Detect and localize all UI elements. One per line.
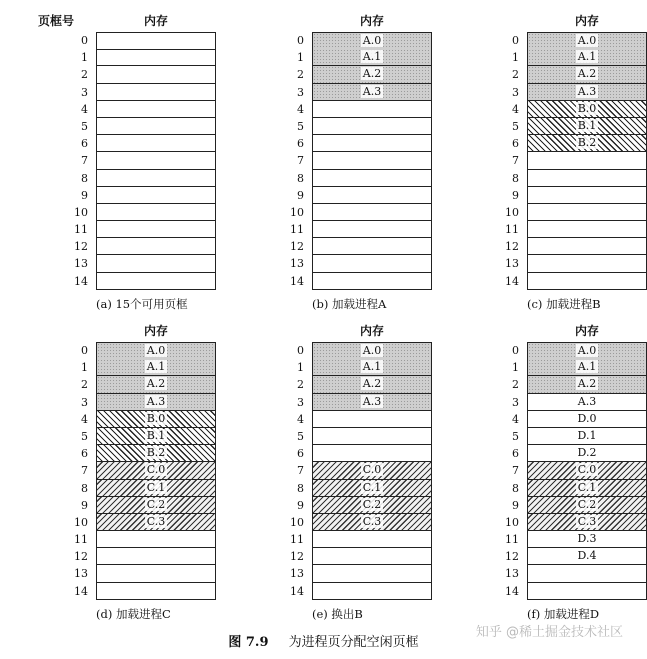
page-frame-cell [96,221,216,238]
frame-number: 12 [74,240,88,254]
frame-number: 3 [297,85,304,99]
page-frame-cell [527,359,647,376]
memory-title: 内存 [574,14,599,28]
memory-title: 内存 [143,324,168,338]
page-frame-cell [96,66,216,83]
page-label: C.3 [362,514,382,528]
frame-number: 2 [81,68,88,82]
frame-number: 12 [290,550,304,564]
page-frame-cell [312,480,432,497]
frame-number: 11 [74,223,88,237]
page-frame-cell [312,462,432,479]
page-frame-cell [312,238,432,255]
page-frame-cell [527,497,647,514]
figure-number: 图 7.9 [228,635,269,650]
frame-number: 3 [81,85,88,99]
frame-number: 7 [81,464,88,478]
frame-number: 1 [512,361,519,375]
frame-number: 8 [297,171,304,185]
frame-number: 14 [290,584,304,598]
frame-number: 1 [297,361,304,375]
page-frame-cell [527,548,647,565]
frame-number: 5 [512,119,519,133]
page-frame-cell [527,583,647,600]
frame-number: 7 [512,154,519,168]
page-label: A.3 [362,84,382,98]
frame-number: 9 [81,498,88,512]
page-frame-cell [96,101,216,118]
page-label: A.1 [362,360,382,374]
frame-number: 13 [505,257,519,271]
frame-number: 13 [290,257,304,271]
page-frame-cell [527,204,647,221]
frame-number: 10 [290,515,304,529]
page-frame-cell [96,445,216,462]
page-frame-cell [312,548,432,565]
page-frame-cell [96,273,216,290]
page-label: C.0 [577,463,597,477]
page-label: A.0 [577,344,597,357]
memory-panel-c [467,12,647,317]
page-label: A.2 [577,67,597,81]
page-frame-cell [312,583,432,600]
page-frame-cell [96,187,216,204]
page-frame-cell [527,376,647,393]
page-frame-cell [312,394,432,411]
frame-number: 9 [297,498,304,512]
page-label: A.3 [577,394,597,408]
page-label: C.2 [577,497,597,511]
page-label: A.2 [362,377,382,391]
page-frame-cell [312,359,432,376]
page-label: A.2 [577,377,597,391]
frame-number: 10 [505,515,519,529]
page-frame-cell [96,565,216,582]
frame-number: 12 [290,240,304,254]
page-frame-cell [312,32,432,50]
page-frame-cell [527,101,647,118]
page-label: D.4 [577,549,597,563]
frame-number: 4 [81,102,88,116]
page-label: B.0 [146,411,166,425]
frame-number: 1 [512,51,519,65]
page-label: A.3 [362,394,382,408]
frame-number: 10 [74,205,88,219]
page-frame-cell [96,255,216,272]
page-label: D.1 [577,428,597,442]
page-frame-cell [312,428,432,445]
frame-number: 5 [512,429,519,443]
frame-number: 11 [290,533,304,547]
page-frame-cell [96,118,216,135]
page-frame-cell [96,342,216,360]
page-frame-cell [96,32,216,50]
frame-number: 13 [290,567,304,581]
memory-title: 内存 [359,324,384,338]
frame-number: 4 [512,412,519,426]
page-label: B.1 [577,118,597,132]
page-label: D.3 [577,532,597,546]
page-frame-cell [527,273,647,290]
panel-caption: (b) 加载进程A [312,297,387,311]
frame-number: 6 [297,137,304,151]
watermark: 知乎 @稀土掘金技术社区 [475,625,623,640]
page-frame-cell [527,84,647,101]
figure-title: 为进程页分配空闲页框 [288,635,419,650]
frame-number: 11 [505,223,519,237]
page-frame-cell [312,187,432,204]
memory-panel-f [467,322,647,627]
frame-number: 11 [505,533,519,547]
frame-number: 7 [512,464,519,478]
frame-number: 6 [81,137,88,151]
page-label: C.0 [146,463,166,477]
page-frame-cell [527,565,647,582]
page-label: D.0 [577,411,597,425]
page-frame-cell [312,66,432,83]
page-label: C.3 [146,514,166,528]
page-frame-cell [96,49,216,66]
page-frame-cell [312,376,432,393]
frame-number: 4 [297,412,304,426]
frame-number: 6 [512,137,519,151]
page-label: A.1 [146,360,166,374]
page-label: A.0 [362,34,382,47]
page-label: A.2 [362,67,382,81]
page-frame-cell [96,152,216,169]
memory-panel-d [36,322,236,627]
frame-number: 4 [512,102,519,116]
frame-number: 3 [512,85,519,99]
page-label: B.1 [146,428,166,442]
page-frame-cell [527,342,647,360]
page-frame-cell [96,394,216,411]
frame-number: 11 [74,533,88,547]
frame-number: 4 [297,102,304,116]
panel-caption: (f) 加载进程D [527,607,600,621]
page-label: C.2 [362,497,382,511]
page-frame-cell [312,255,432,272]
frame-number: 2 [297,378,304,392]
frame-number: 14 [505,584,519,598]
page-label: C.1 [577,480,597,494]
frame-number: 3 [297,395,304,409]
page-frame-cell [527,514,647,531]
page-frame-cell [527,480,647,497]
frame-number: 3 [512,395,519,409]
page-label: C.1 [146,480,166,494]
page-frame-cell [527,32,647,50]
page-label: A.2 [146,377,166,391]
frame-number: 8 [297,481,304,495]
page-label: C.0 [362,463,382,477]
page-label: C.1 [362,480,382,494]
frame-number: 9 [81,188,88,202]
page-frame-cell [96,204,216,221]
page-frame-cell [527,394,647,411]
page-frame-cell [96,514,216,531]
memory-title: 内存 [574,324,599,338]
page-frame-cell [96,84,216,101]
frame-number: 12 [505,240,519,254]
page-frame-cell [527,152,647,169]
frame-number: 5 [297,119,304,133]
page-frame-cell [527,118,647,135]
page-label: A.3 [577,84,597,98]
page-frame-number-label: 页框号 [38,14,75,28]
frame-number: 5 [81,429,88,443]
page-label: A.0 [146,344,166,357]
page-frame-cell [312,221,432,238]
page-frame-cell [96,480,216,497]
page-label: A.0 [577,34,597,47]
page-label: A.1 [577,360,597,374]
frame-number: 7 [81,154,88,168]
frame-number: 11 [290,223,304,237]
frame-number: 13 [74,567,88,581]
frame-number: 9 [512,188,519,202]
page-frame-cell [312,411,432,428]
page-frame-cell [312,118,432,135]
page-frame-cell [312,497,432,514]
frame-number: 2 [297,68,304,82]
frame-number: 13 [74,257,88,271]
page-frame-cell [527,462,647,479]
memory-panel-a [36,12,236,317]
frame-number: 6 [81,447,88,461]
page-frame-cell [312,531,432,548]
page-frame-cell [527,221,647,238]
frame-number: 2 [512,68,519,82]
page-frame-cell [527,49,647,66]
frame-number: 0 [81,344,88,357]
page-label: A.0 [362,344,382,357]
memory-panel-e [252,322,452,627]
page-frame-cell [312,445,432,462]
page-frame-cell [96,170,216,187]
page-frame-cell [527,428,647,445]
page-frame-cell [527,238,647,255]
page-frame-cell [96,531,216,548]
frame-number: 0 [297,34,304,47]
page-frame-cell [312,101,432,118]
page-frame-cell [527,170,647,187]
frame-number: 5 [297,429,304,443]
page-frame-cell [312,273,432,290]
page-label: C.2 [146,497,166,511]
frame-number: 0 [512,344,519,357]
frame-number: 14 [505,274,519,288]
page-frame-cell [312,84,432,101]
frame-number: 3 [81,395,88,409]
page-frame-cell [527,531,647,548]
page-frame-cell [312,170,432,187]
page-label: B.0 [577,101,597,115]
frame-number: 5 [81,119,88,133]
page-frame-cell [527,187,647,204]
page-frame-cell [96,359,216,376]
page-frame-cell [527,66,647,83]
page-frame-cell [312,342,432,360]
frame-number: 0 [297,344,304,357]
frame-number: 12 [74,550,88,564]
frame-number: 8 [81,171,88,185]
page-frame-cell [312,152,432,169]
frame-number: 10 [290,205,304,219]
page-frame-cell [96,583,216,600]
page-label: A.1 [362,50,382,64]
frame-number: 0 [512,34,519,47]
frame-number: 4 [81,412,88,426]
page-frame-cell [527,135,647,152]
page-frame-cell [312,135,432,152]
frame-number: 10 [74,515,88,529]
frame-number: 0 [81,34,88,47]
memory-panel-b [252,12,452,317]
page-frame-cell [96,428,216,445]
page-frame-cell [312,49,432,66]
page-label: C.3 [577,514,597,528]
page-label: A.3 [146,394,166,408]
panel-caption: (a) 15个可用页框 [96,297,188,311]
page-frame-cell [96,238,216,255]
memory-title: 内存 [143,14,168,28]
page-frame-cell [96,376,216,393]
page-frame-cell [96,497,216,514]
page-frame-cell [312,514,432,531]
page-frame-cell [312,565,432,582]
frame-number: 6 [297,447,304,461]
frame-number: 1 [81,51,88,65]
frame-number: 14 [74,274,88,288]
frame-number: 2 [81,378,88,392]
panel-caption: (c) 加载进程B [527,297,601,311]
frame-number: 1 [81,361,88,375]
frame-number: 8 [512,481,519,495]
frame-number: 8 [81,481,88,495]
frame-number: 7 [297,464,304,478]
page-frame-cell [96,411,216,428]
page-frame-cell [527,445,647,462]
frame-number: 14 [290,274,304,288]
frame-number: 6 [512,447,519,461]
frame-number: 14 [74,584,88,598]
frame-number: 7 [297,154,304,168]
panel-caption: (e) 换出B [312,607,363,621]
page-label: B.2 [146,446,166,460]
page-label: A.1 [577,50,597,64]
page-frame-cell [96,548,216,565]
frame-number: 9 [297,188,304,202]
frame-number: 2 [512,378,519,392]
page-frame-cell [96,135,216,152]
page-label: B.2 [577,136,597,150]
page-label: D.2 [577,446,597,460]
frame-number: 10 [505,205,519,219]
frame-number: 12 [505,550,519,564]
frame-number: 1 [297,51,304,65]
frame-number: 9 [512,498,519,512]
memory-title: 内存 [359,14,384,28]
panel-caption: (d) 加载进程C [96,607,171,621]
page-frame-cell [527,255,647,272]
frame-number: 8 [512,171,519,185]
frame-number: 13 [505,567,519,581]
page-frame-cell [96,462,216,479]
page-frame-cell [312,204,432,221]
page-frame-cell [527,411,647,428]
